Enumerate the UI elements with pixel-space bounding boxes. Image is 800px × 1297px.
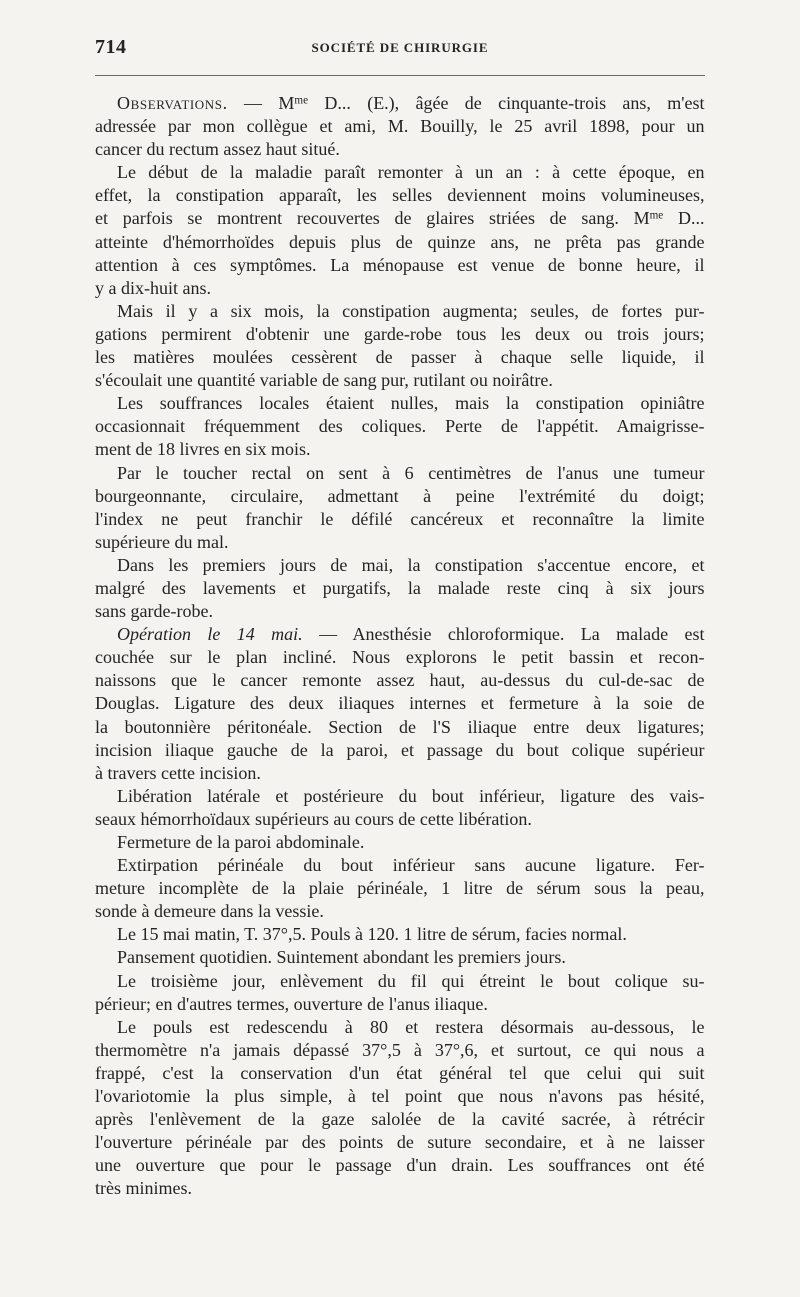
text-line [95, 646, 705, 669]
text-line [95, 1016, 705, 1039]
line-text: frappé, c'est la conservation d'un état général tel que celui qui suit [95, 1062, 705, 1083]
text-line [95, 1039, 705, 1062]
text-line [95, 577, 705, 600]
paragraph [95, 831, 705, 854]
text-line [95, 854, 705, 877]
text-line [95, 1108, 705, 1131]
paragraph [95, 1016, 705, 1201]
line-text [117, 623, 704, 646]
line-text: sonde à demeure dans la vessie. [95, 901, 324, 922]
paragraph [95, 946, 705, 969]
line-text: supérieure du mal. [95, 531, 229, 552]
line-text: Extirpation périnéale du bout inférieur sans aucune ligature. Fer- [117, 855, 705, 876]
text-run: D... [663, 208, 705, 229]
small-caps-text: Observations. [117, 93, 228, 113]
running-head: SOCIÉTÉ DE CHIRURGIE [311, 40, 489, 55]
paragraph [95, 300, 705, 392]
text-line [95, 554, 705, 577]
line-text: effet, la constipation apparaît, les selles deviennent moins volumineuses, [95, 185, 705, 206]
text-line [95, 92, 705, 115]
text-line [95, 115, 705, 138]
header-rule [95, 75, 705, 76]
line-text: occasionnait fréquemment des coliques. Perte de l'appétit. Amaigrisse- [95, 416, 705, 437]
page-number: 714 [95, 36, 127, 58]
text-line [95, 1131, 705, 1154]
line-text: une ouverture que pour le passage d'un drain. Les souffrances ont été [95, 1155, 705, 1176]
text-line [95, 785, 705, 808]
line-text: Le 15 mai matin, T. 37°,5. Pouls à 120. 1 litre de sérum, facies normal. [117, 924, 627, 945]
text-line [95, 1062, 705, 1085]
line-text: Mais il y a six mois, la constipation augmenta; seules, de fortes pur- [117, 300, 705, 321]
line-text: atteinte d'hémorrhoïdes depuis plus de quinze ans, ne prêta pas grande [95, 231, 705, 252]
line-text: bourgeonnante, circulaire, admettant à peine l'extrémité du doigt; [95, 485, 705, 506]
paragraph [95, 785, 705, 831]
line-text: seaux hémorrhoïdaux supérieurs au cours de cette libération. [95, 808, 532, 829]
line-text: thermomètre n'a jamais dépassé 37°,5 à 37°,6, et surtout, ce qui nous a [95, 1039, 705, 1060]
line-text: la boutonnière péritonéale. Section de l'S iliaque entre deux ligatures; [95, 716, 705, 737]
text-line [95, 669, 705, 692]
line-text: ment de 18 livres en six mois. [95, 439, 311, 460]
text-line [95, 392, 705, 415]
text-line [95, 600, 705, 623]
body-text [95, 92, 705, 1201]
line-text [117, 92, 705, 115]
line-text: périeur; en d'autres termes, ouverture de l'anus iliaque. [95, 993, 488, 1014]
text-line [95, 716, 705, 739]
paragraph [95, 392, 705, 461]
text-line [95, 970, 705, 993]
text-line [95, 438, 705, 461]
line-text: Le début de la maladie paraît remonter à un an : à cette époque, en [117, 162, 705, 183]
line-text: incision iliaque gauche de la paroi, et passage du bout colique supérieur [95, 739, 705, 760]
text-line [95, 415, 705, 438]
paragraph [95, 462, 705, 554]
line-text: malgré des lavements et purgatifs, la malade reste cinq à six jours [95, 577, 705, 598]
text-line [95, 993, 705, 1016]
text-line [95, 207, 705, 230]
text-line [95, 138, 705, 161]
line-text: Par le toucher rectal on sent à 6 centimètres de l'anus une tumeur [117, 462, 705, 483]
paragraph [95, 554, 705, 623]
text-line [95, 369, 705, 392]
text-line [95, 323, 705, 346]
text-line [95, 739, 705, 762]
line-text: très minimes. [95, 1178, 192, 1199]
text-run: et parfois se montrent recouvertes de glaires striées de sang. M [95, 208, 650, 229]
line-text: naissons que le cancer remonte assez haut, au-dessus du cul-de-sac de [95, 670, 705, 691]
line-text: les matières moulées cessèrent de passer à chaque selle liquide, il [95, 347, 705, 368]
text-line [95, 1177, 705, 1200]
text-line [95, 946, 705, 969]
line-text: Libération latérale et postérieure du bout inférieur, ligature des vais- [117, 785, 705, 806]
text-line [95, 1154, 705, 1177]
superscript-text: me [649, 209, 664, 222]
text-line [95, 300, 705, 323]
text-run: — Anesthésie chloroformique. La malade est [302, 624, 705, 645]
text-line [95, 531, 705, 554]
paragraph [95, 923, 705, 946]
line-text: attention à ces symptômes. La ménopause est venue de bonne heure, il [95, 254, 705, 275]
text-line [95, 346, 705, 369]
line-text: cancer du rectum assez haut situé. [95, 139, 340, 160]
line-text: Douglas. Ligature des deux iliaques internes et fermeture à la soie de [95, 693, 705, 714]
text-line [95, 831, 705, 854]
line-text: Dans les premiers jours de mai, la constipation s'accentue encore, et [117, 554, 705, 575]
line-text: sans garde-robe. [95, 601, 213, 622]
text-line [95, 231, 705, 254]
line-text: y a dix-huit ans. [95, 277, 211, 298]
paragraph [95, 161, 705, 300]
paragraph [95, 970, 705, 1016]
text-line [95, 808, 705, 831]
text-line [95, 161, 705, 184]
line-text: meture incomplète de la plaie périnéale, 1 litre de sérum sous la peau, [95, 878, 705, 899]
text-line [95, 877, 705, 900]
italic-text: Opération le 14 mai. [117, 624, 303, 645]
text-line [95, 508, 705, 531]
line-text: s'écoulait une quantité variable de sang pur, rutilant ou noirâtre. [95, 370, 553, 391]
line-text: couchée sur le plan incliné. Nous explorons le petit bassin et recon- [95, 647, 705, 668]
text-run: — M [227, 93, 295, 113]
line-text: Le pouls est redescendu à 80 et restera désormais au-dessous, le [117, 1016, 705, 1037]
line-text: gations permirent d'obtenir une garde-robe tous les deux ou trois jours; [95, 323, 705, 344]
line-text [95, 207, 705, 230]
paragraph [95, 623, 705, 785]
text-line [95, 692, 705, 715]
text-line [95, 1085, 705, 1108]
line-text: adressée par mon collègue et ami, M. Bouilly, le 25 avril 1898, pour un [95, 116, 705, 137]
line-text: Le troisième jour, enlèvement du fil qui étreint le bout colique su- [117, 970, 705, 991]
paragraph [95, 92, 705, 161]
line-text: l'ovariotomie la plus simple, à tel point que nous n'avons pas hésité, [95, 1086, 705, 1107]
text-line [95, 623, 705, 646]
line-text: après l'enlèvement de la gaze salolée de la cavité sacrée, à rétrécir [95, 1109, 705, 1130]
line-text: à travers cette incision. [95, 762, 261, 783]
text-line [95, 277, 705, 300]
text-line [95, 923, 705, 946]
line-text: Pansement quotidien. Suintement abondant les premiers jours. [117, 947, 566, 968]
text-run: D... (E.), âgée de cinquante-trois ans, m'est [308, 93, 705, 113]
text-line [95, 462, 705, 485]
line-text: l'ouverture périnéale par des points de suture secondaire, et à ne laisser [95, 1132, 705, 1153]
line-text: l'index ne peut franchir le défilé cancéreux et reconnaître la limite [95, 508, 705, 529]
text-line [95, 254, 705, 277]
line-text: Les souffrances locales étaient nulles, mais la constipation opiniâtre [117, 393, 705, 414]
superscript-text: me [294, 94, 309, 107]
line-text: Fermeture de la paroi abdominale. [117, 832, 365, 852]
text-line [95, 184, 705, 207]
paragraph [95, 854, 705, 923]
text-line [95, 900, 705, 923]
text-line [95, 762, 705, 785]
text-line [95, 485, 705, 508]
